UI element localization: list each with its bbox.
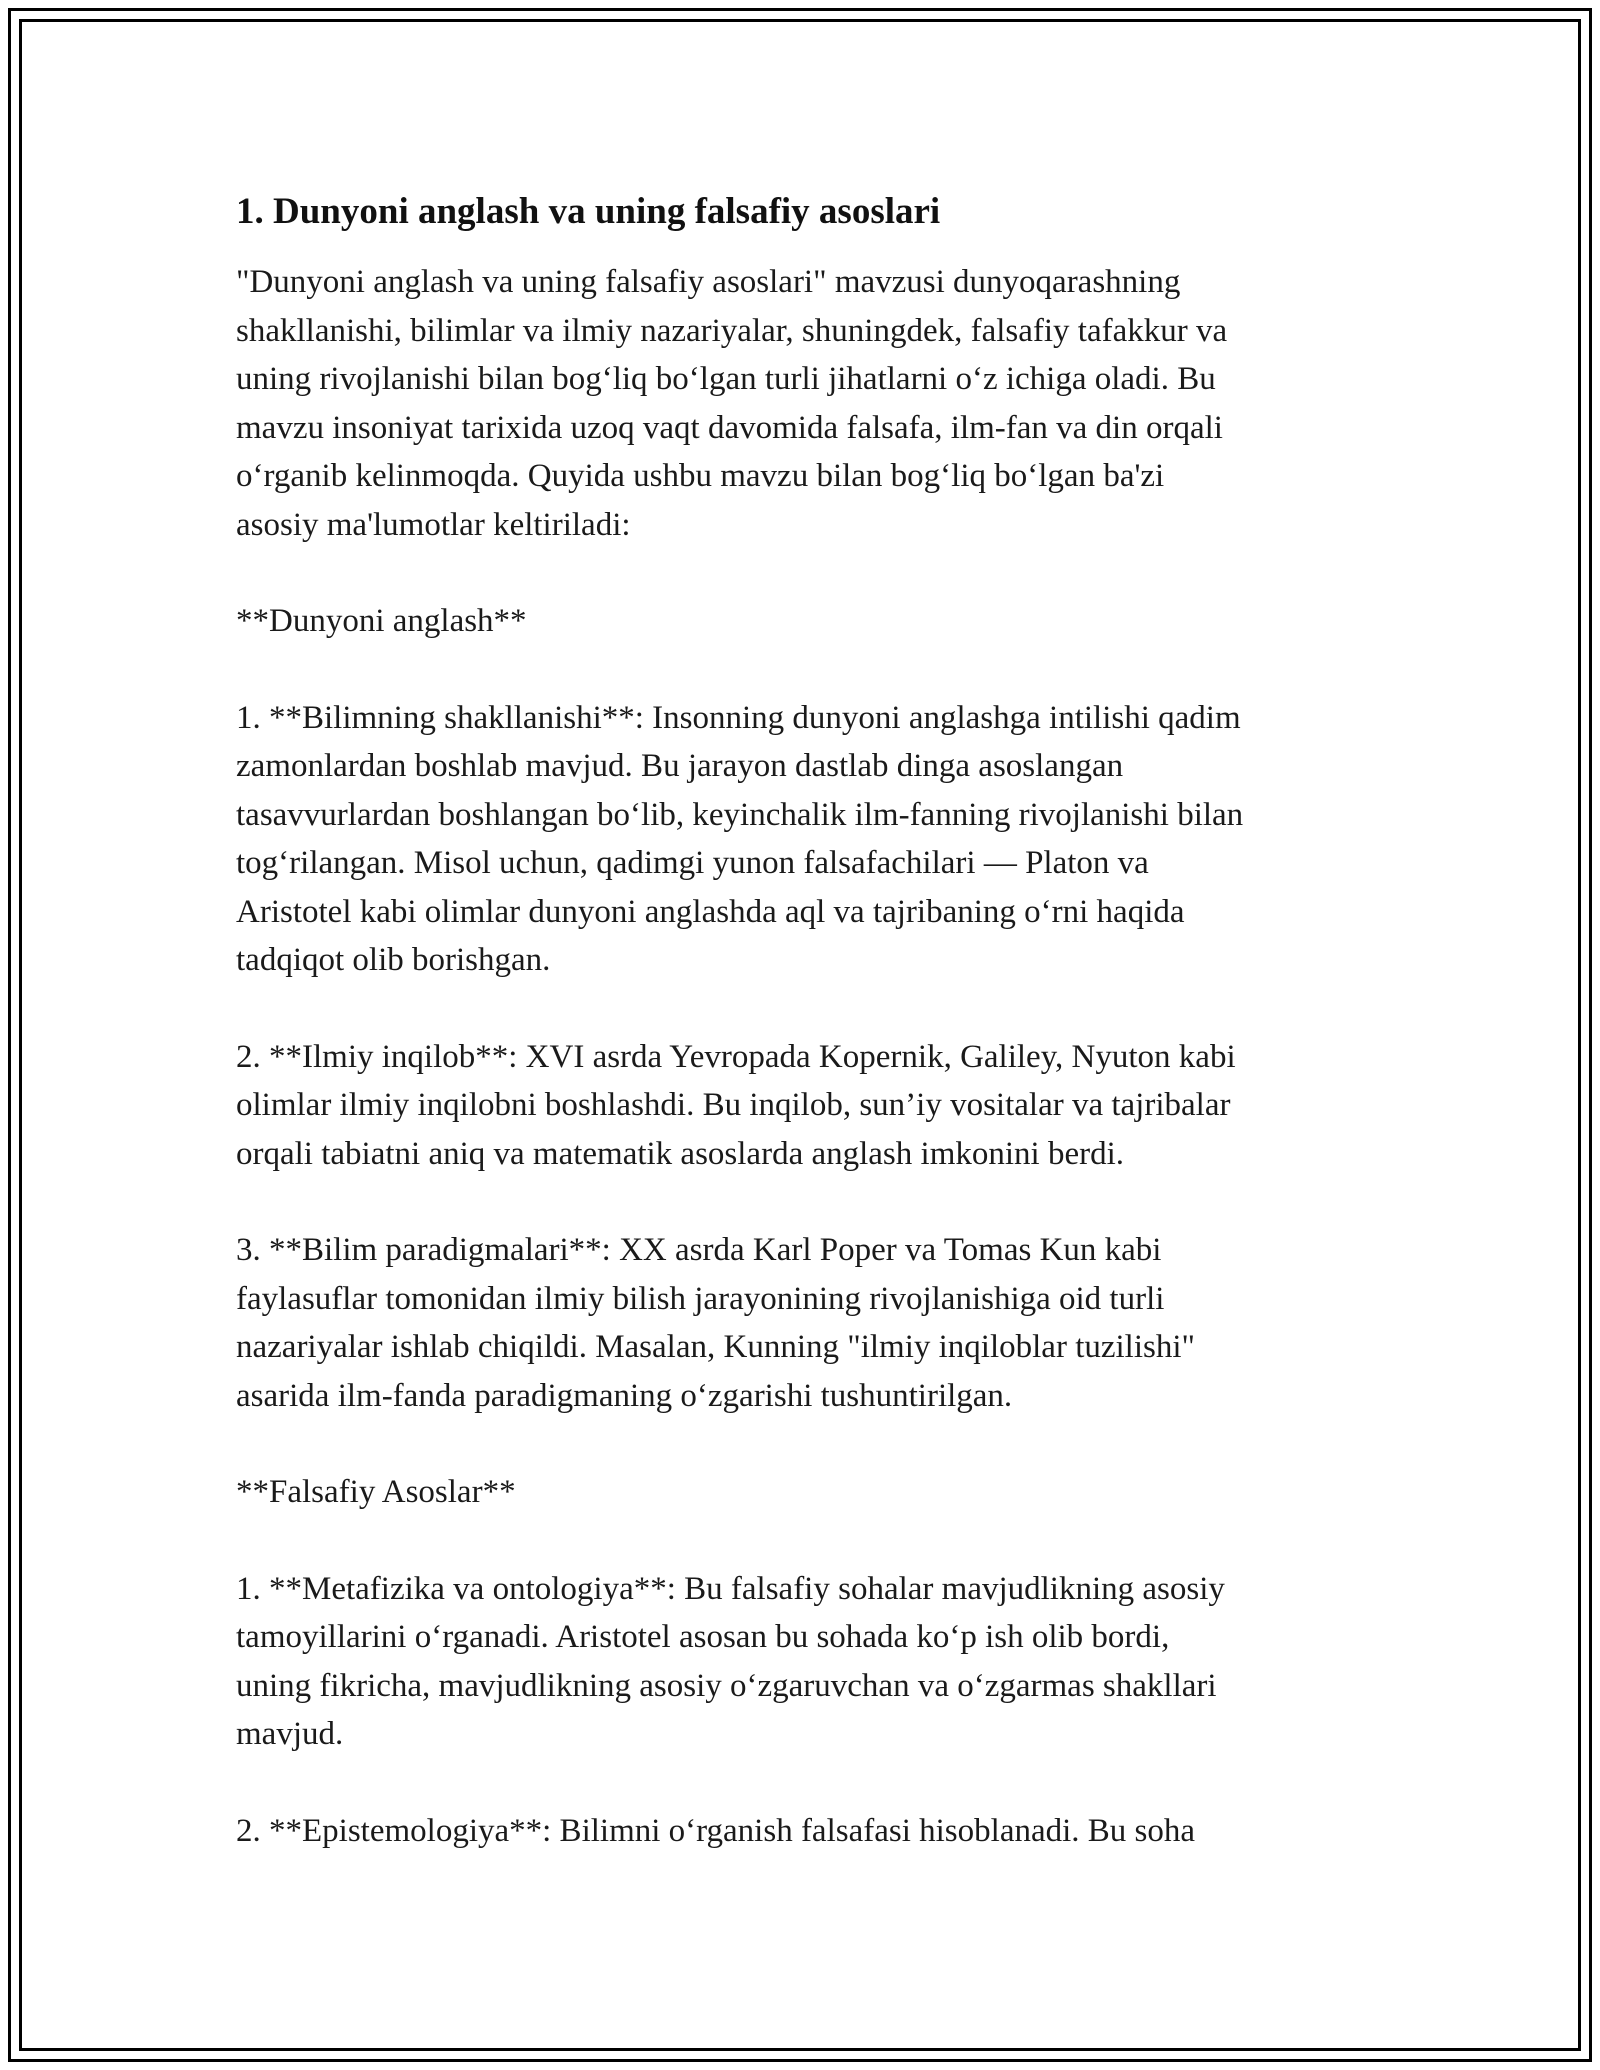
text-line: tog‘rilangan. Misol uchun, qadimgi yunon falsafachilari — Platon va — [236, 845, 1149, 881]
text-line: shakllanishi, bilimlar va ilmiy nazariyalar, shuningdek, falsafiy tafakkur va — [236, 312, 1228, 349]
text-line: 3. **Bilim paradigmalari**: XX asrda Karl Poper va Tomas Kun kabi — [236, 1232, 1162, 1268]
paragraph-epistemologiya — [236, 1807, 1386, 1856]
paragraph-bilim-paradigmalari — [236, 1226, 1386, 1420]
text-line: olimlar ilmiy inqilobni boshlashdi. Bu inqilob, sun’iy vositalar va tajribalar — [236, 1087, 1231, 1123]
text-line: asarida ilm-fanda paradigmaning o‘zgarishi tushuntirilgan. — [236, 1377, 1013, 1414]
text-line: mavjud. — [236, 1716, 344, 1752]
text-line: 2. **Epistemologiya**: Bilimni o‘rganish falsafasi hisoblanadi. Bu soha — [236, 1812, 1196, 1849]
document-body — [236, 186, 1386, 1903]
text-line: **Dunyoni anglash** — [236, 603, 527, 639]
section-heading-falsafiy-asoslar — [236, 1468, 1386, 1517]
text-line: tasavvurlardan boshlangan bo‘lib, keyinchalik ilm-fanning rivojlanishi bilan — [236, 796, 1244, 833]
text-line: uning fikricha, mavjudlikning asosiy o‘zgaruvchan va o‘zgarmas shakllari — [236, 1667, 1217, 1704]
paragraph-bilimning-shakllanishi — [236, 694, 1386, 985]
section-heading-dunyoni-anglash — [236, 597, 1386, 646]
text-line: nazariyalar ishlab chiqildi. Masalan, Kunning "ilmiy inqiloblar tuzilishi" — [236, 1329, 1195, 1365]
paragraph-ilmiy-inqilob — [236, 1033, 1386, 1179]
text-line: uning rivojlanishi bilan bog‘liq bo‘lgan turli jihatlarni o‘z ichiga oladi. Bu — [236, 361, 1216, 397]
document-title: 1. Dunyoni anglash va uning falsafiy asoslari — [236, 191, 941, 232]
text-line: Aristotel kabi olimlar dunyoni anglashda aql va tajribaning o‘rni haqida — [236, 893, 1185, 930]
text-line: 2. **Ilmiy inqilob**: XVI asrda Yevropada Kopernik, Galiley, Nyuton kabi — [236, 1038, 1236, 1075]
text-line: o‘rganib kelinmoqda. Quyida ushbu mavzu bilan bog‘liq bo‘lgan ba'zi — [236, 458, 1165, 494]
text-line: faylasuflar tomonidan ilmiy bilish jarayonining rivojlanishiga oid turli — [236, 1280, 1165, 1317]
text-line: **Falsafiy Asoslar** — [236, 1474, 516, 1510]
text-line: zamonlardan boshlab mavjud. Bu jarayon dastlab dinga asoslangan — [236, 748, 1124, 784]
text-line: 1. **Metafizika va ontologiya**: Bu falsafiy sohalar mavjudlikning asosiy — [236, 1570, 1225, 1607]
text-line: orqali tabiatni aniq va matematik asoslarda anglash imkonini berdi. — [236, 1135, 1125, 1172]
text-line: tamoyillarini o‘rganadi. Aristotel asosan bu sohada ko‘p ish olib bordi, — [236, 1619, 1170, 1655]
text-line: mavzu insoniyat tarixida uzoq vaqt davomida falsafa, ilm-fan va din orqali — [236, 409, 1223, 446]
paragraph-metafizika — [236, 1565, 1386, 1759]
text-line: "Dunyoni anglash va uning falsafiy asoslari" mavzusi dunyoqarashning — [236, 264, 1181, 300]
intro-paragraph — [236, 258, 1386, 549]
text-line: 1. **Bilimning shakllanishi**: Insonning dunyoni anglashga intilishi qadim — [236, 699, 1241, 736]
text-line: tadqiqot olib borishgan. — [236, 942, 551, 978]
text-line: asosiy ma'lumotlar keltiriladi: — [236, 506, 631, 543]
